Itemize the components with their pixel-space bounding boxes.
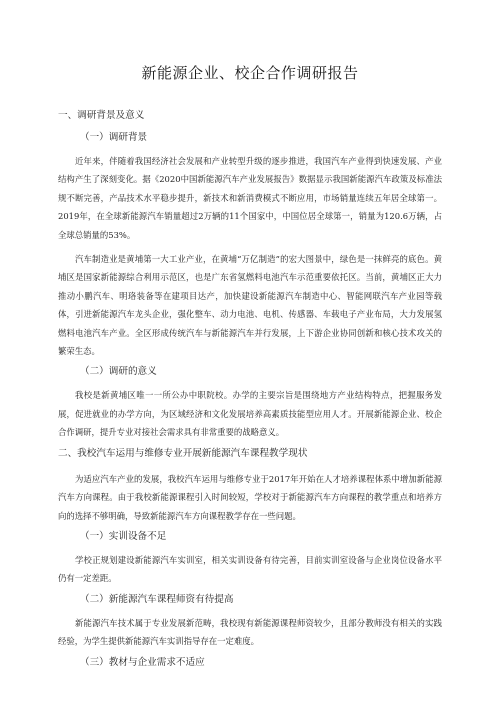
section-heading: 二、我校汽车运用与维修专业开展新能源汽车课程教学现状 bbox=[58, 447, 308, 459]
paragraph: 近年来，伴随着我国经济社会发展和产业转型升级的逐步推进，我国汽车产业得到快速发展、产业结构产生了深刻变化。据《2020中国新能源汽车产业发展报告》数据显示我国新能源汽车政策及标准法规不断完善，产品技术水平稳步提升，新技术和新消费模式不断应用，市场销量连续五年居全球第一。2019年，在全球新能源汽车销量超过2万辆的11个国家中，中国位居全球第一，销量为120.6万辆，占全球总销量的53%。 bbox=[58, 156, 442, 240]
section-heading: 一、调研背景及意义 bbox=[58, 110, 145, 121]
document-title: 新能源企业、校企合作调研报告 bbox=[141, 64, 359, 82]
subsection-heading: （二）调研的意义 bbox=[80, 366, 157, 378]
subsection-heading: （三）教材与企业需求不适应 bbox=[80, 656, 205, 668]
subsection-heading: （一）实训设备不足 bbox=[80, 530, 167, 542]
subsection-heading: （二）新能源汽车课程师资有待提高 bbox=[80, 593, 234, 605]
paragraph: 汽车制造业是黄埔第一大工业产业，在黄埔“万亿制造”的宏大图景中，绿色是一抹鲜亮的底色。黄埔区是国家新能源综合利用示范区，也是广东省氢燃料电池汽车示范重要依托区。当前，黄埔区正大力推动小鹏汽车、明珞装备等在建项目达产，加快建设新能源汽车制造中心、智能网联汽车产业园等载体，引进新能源汽车龙头企业，强化整车、动力电池、电机、传感器、车载电子产业布局，大力发展氢燃料电池汽车产业。全区形成传统汽车与新能源汽车并行发展，上下游企业协同创新和核心技术攻关的繁荣生态。 bbox=[58, 254, 442, 357]
paragraph: 为适应汽车产业的发展，我校汽车运用与维修专业于2017年开始在人才培养课程体系中增加新能源汽车方向课程。由于我校新能源课程引入时间较短，学校对于新能源汽车方向课程的教学重点和培养方向的选择不够明确，导致新能源汽车方向课程教学存在一些问题。 bbox=[58, 473, 442, 521]
paragraph: 新能源汽车技术属于专业发展新范畴，我校现有新能源课程师资较少，且部分教师没有相关的实践经验，为学生提供新能源汽车实训指导存在一定难度。 bbox=[58, 617, 442, 647]
document-body bbox=[58, 110, 442, 677]
paragraph: 我校是新黄埔区唯一一所公办中职院校。办学的主要宗旨是围绕地方产业结构特点，把握服务发展，促进就业的办学方向，为区域经济和文化发展培养高素质技能型应用人才。开展新能源企业、校企合作调研，提升专业对接社会需求具有非常重要的战略意义。 bbox=[58, 390, 442, 438]
paragraph: 学校正规划建设新能源汽车实训室，相关实训设备有待完善，目前实训室设备与企业岗位设备水平仍有一定差距。 bbox=[58, 554, 442, 584]
subsection-heading: （一）调研背景 bbox=[80, 132, 148, 143]
